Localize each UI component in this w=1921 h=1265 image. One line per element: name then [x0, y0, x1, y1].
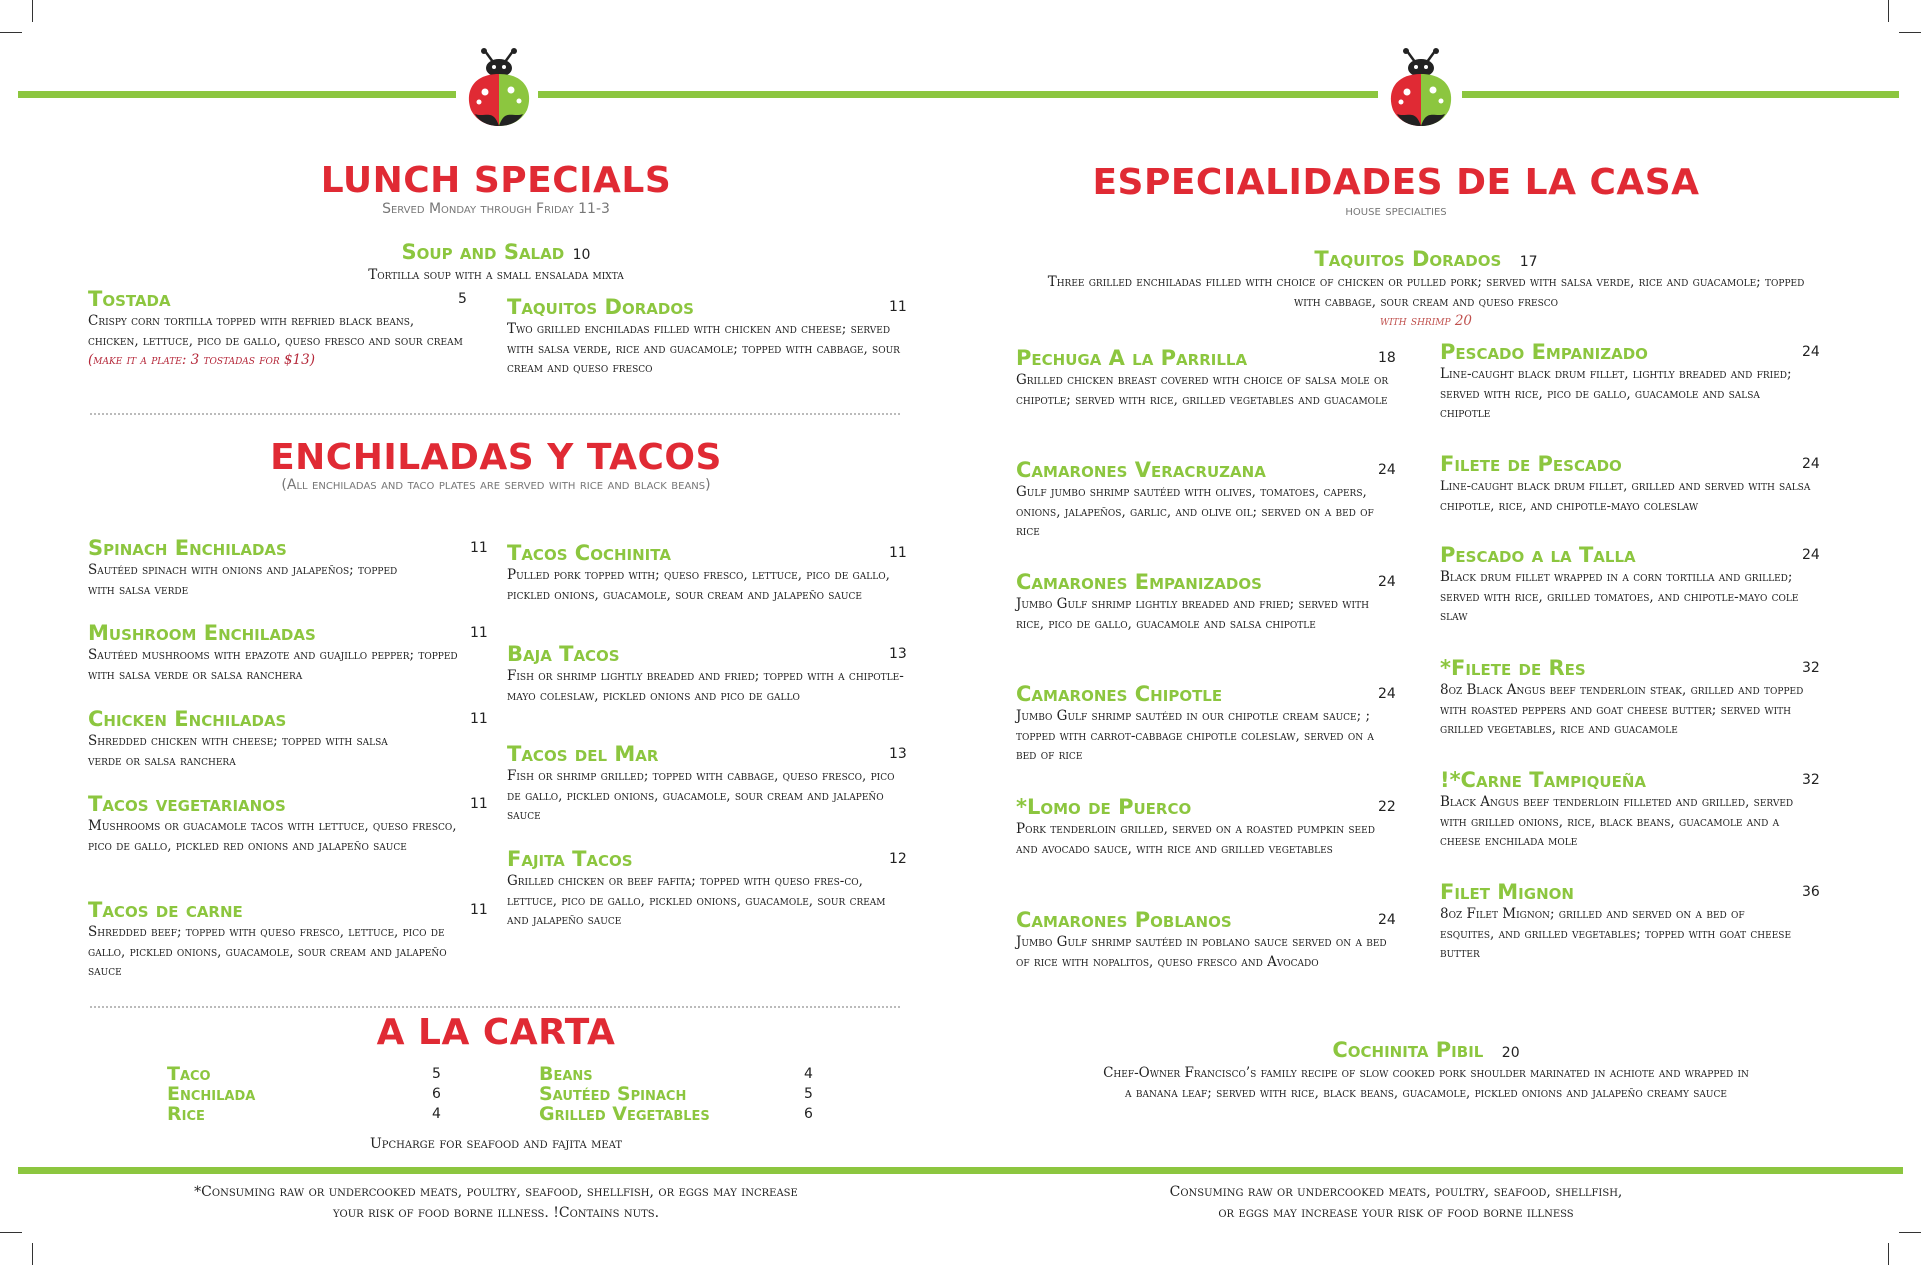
menu-item-spinach-enchiladas [88, 536, 488, 600]
carta-item [539, 1083, 814, 1105]
menu-item-baja-tacos [507, 642, 907, 706]
item-price: 22 [1378, 799, 1396, 815]
item-name: Baja Tacos [507, 642, 620, 666]
item-price: 18 [1378, 350, 1396, 366]
item-description: Crispy corn tortilla topped with refried black beans, chicken, lettuce, pico de gallo, queso fresco and sour cream [88, 313, 463, 349]
item-name: Tostada [88, 287, 171, 311]
item-name: *Lomo de Puerco [1016, 795, 1192, 819]
lunch-specials-subtitle: Served Monday through Friday 11-3 [382, 201, 610, 217]
item-description: Jumbo Gulf shrimp sautéed in our chipotle cream sauce; ; topped with carrot-cabbage chipotle coleslaw, served on a bed of rice [1016, 708, 1374, 763]
item-name: Enchilada [167, 1083, 256, 1105]
item-price: 32 [1802, 772, 1820, 788]
carta-item [167, 1063, 442, 1085]
item-description: Three grilled enchiladas filled with choice of chicken or pulled pork; served with salsa verde, rice and guacamole; topped with cabbage, sour cream and queso fresco [1047, 274, 1805, 310]
item-name: Rice [167, 1103, 205, 1125]
item-name: Taquitos Dorados [507, 295, 694, 319]
item-name: Pechuga A la Parrilla [1016, 346, 1248, 370]
item-description: Two grilled enchiladas filled with chicken and cheese; served with salsa verde, rice and guacamole; topped with cabbage, sour cream and queso fresco [507, 321, 900, 376]
menu-item-soup-and-salad [196, 240, 796, 286]
item-description: 8oz Filet Mignon; grilled and served on a bed of esquites, and grilled vegetables; topped with goat cheese butter [1440, 906, 1792, 961]
item-name: Camarones Empanizados [1016, 570, 1262, 594]
item-name: Filet Mignon [1440, 880, 1574, 904]
section-divider [90, 413, 900, 415]
item-price: 11 [889, 545, 907, 561]
item-description: Fish or shrimp lightly breaded and fried; topped with a chipotle-mayo coleslaw, pickled onions and pico de gallo [507, 668, 904, 704]
item-price: 11 [470, 796, 488, 812]
item-name: Soup and Salad [401, 240, 565, 264]
item-name: Fajita Tacos [507, 847, 633, 871]
item-price: 5 [804, 1086, 813, 1102]
section-divider [90, 1006, 900, 1008]
upcharge-note: Upcharge for seafood and fajita meat [369, 1136, 623, 1152]
menu-item-camarones-empanizados [1016, 570, 1396, 634]
item-description: Gulf jumbo shrimp sautéed with olives, tomatoes, capers, onions, jalapeños, garlic, and olive oil; served on a bed of rice [1016, 484, 1374, 539]
menu-item-tacos-cochinita [507, 541, 907, 605]
item-name: Sautéed Spinach [539, 1083, 687, 1105]
right-footnote [1046, 1182, 1746, 1224]
crop-mark [32, 1243, 33, 1265]
item-name: Spinach Enchiladas [88, 536, 287, 560]
item-description: Black drum fillet wrapped in a corn tortilla and grilled; served with rice, grilled tomatoes, and chipotle-mayo cole slaw [1440, 569, 1799, 624]
top-divider-line [538, 91, 1378, 98]
menu-item-chicken-enchiladas [88, 707, 488, 771]
item-description: 8oz Black Angus beef tenderloin steak, grilled and topped with roasted peppers and goat cheese butter; served with grilled vegetables, rice and guacamole [1440, 682, 1804, 737]
item-description: Fish or shrimp grilled; topped with cabbage, queso fresco, pico de gallo, pickled onions, guacamole, sour cream and jalapeño sauce [507, 768, 895, 823]
item-price: 11 [470, 540, 488, 556]
menu-item-filete-de-res [1440, 656, 1830, 740]
item-price: 6 [804, 1106, 813, 1122]
ladybug-icon [1383, 48, 1459, 128]
item-price: 24 [1378, 574, 1396, 590]
lunch-specials-title: LUNCH SPECIALS [320, 160, 672, 201]
item-name: Camarones Chipotle [1016, 682, 1223, 706]
item-price: 24 [1802, 456, 1820, 472]
item-price: 5 [458, 291, 467, 307]
enchiladas-tacos-subtitle: (All enchiladas and taco plates are served with rice and black beans) [281, 477, 711, 493]
item-name: !*Carne Tampiqueña [1440, 768, 1647, 792]
crop-mark [1888, 0, 1889, 22]
item-price: 6 [432, 1086, 441, 1102]
item-name: Cochinita Pibil [1332, 1038, 1484, 1062]
carta-item [539, 1103, 814, 1125]
item-description: Line-caught black drum fillet, lightly breaded and fried; served with rice, pico de gallo, guacamole and salsa chipotle [1440, 366, 1792, 421]
item-description: Pork tenderloin grilled, served on a roasted pumpkin seed and avocado sauce, with rice and grilled vegetables [1016, 821, 1375, 857]
footnote-line: your risk of food borne illness. !Contains nuts. [332, 1205, 660, 1221]
item-price: 11 [889, 299, 907, 315]
item-price: 24 [1378, 686, 1396, 702]
menu-item-tostada [88, 287, 468, 370]
top-divider-line [1462, 91, 1899, 98]
item-name: Tacos de carne [88, 898, 243, 922]
item-description: Jumbo Gulf shrimp sautéed in poblano sauce served on a bed of rice with nopalitos, queso fresco and Avocado [1016, 934, 1387, 970]
item-name: Camarones Veracruzana [1016, 458, 1266, 482]
crop-mark [32, 0, 33, 22]
item-description: Mushrooms or guacamole tacos with lettuce, queso fresco, pico de gallo, pickled red onions and jalapeño sauce [88, 818, 457, 854]
menu-item-carne-tampiquena [1440, 768, 1820, 852]
item-price: 24 [1378, 912, 1396, 928]
item-name: Tacos del Mar [507, 742, 659, 766]
a-la-carta-title: A LA CARTA [376, 1012, 616, 1053]
crop-mark [1899, 1232, 1921, 1233]
item-note: with shrimp 20 [1379, 313, 1473, 329]
menu-item-mushroom-enchiladas [88, 621, 488, 685]
menu-item-taquitos-dorados [507, 295, 907, 379]
item-name: Mushroom Enchiladas [88, 621, 316, 645]
menu-item-pescado-a-la-talla [1440, 543, 1820, 627]
especialidades-title: ESPECIALIDADES DE LA CASA [1092, 162, 1700, 203]
crop-mark [1888, 1243, 1889, 1265]
menu-item-tacos-del-mar [507, 742, 907, 826]
item-price: 36 [1802, 884, 1820, 900]
item-note: (make it a plate: 3 tostadas for $13) [88, 352, 315, 368]
item-description: Pulled pork topped with; queso fresco, lettuce, pico de gallo, pickled onions, guacamole, sour cream and jalapeño sauce [507, 567, 890, 603]
item-description: Sautéed spinach with onions and jalapeños; topped with salsa verde [88, 562, 398, 598]
item-description: Grilled chicken breast covered with choice of salsa mole or chipotle; served with rice, grilled vegetables and guacamole [1016, 372, 1389, 408]
menu-item-camarones-poblanos [1016, 908, 1396, 972]
item-price: 11 [470, 711, 488, 727]
ladybug-icon [461, 48, 537, 128]
item-price: 32 [1802, 660, 1820, 676]
menu-item-fajita-tacos [507, 847, 907, 931]
carta-item [167, 1083, 442, 1105]
item-name: Tacos vegetarianos [88, 792, 286, 816]
item-name: Camarones Poblanos [1016, 908, 1232, 932]
item-description: a banana leaf; served with rice, black beans, guacamole, pickled onions and jalapeño creamy sauce [1125, 1084, 1727, 1101]
item-price: 24 [1802, 344, 1820, 360]
item-name: Beans [539, 1063, 593, 1085]
menu-item-pescado-empanizado [1440, 340, 1820, 424]
item-price: 11 [470, 625, 488, 641]
menu-item-taquitos-dorados-house [1036, 247, 1816, 331]
footnote-line: Consuming raw or undercooked meats, poultry, seafood, shellfish, [1169, 1184, 1623, 1200]
item-description: Grilled chicken or beef fafita; topped with queso fres-co, lettuce, pico de gallo, pickled onions, guacamole, sour cream and jalapeño sauce [507, 873, 886, 928]
item-description: Line-caught black drum fillet, grilled and served with salsa chipotle, rice, and chipotle-mayo coleslaw [1440, 479, 1811, 514]
item-name: Filete de Pescado [1440, 452, 1622, 476]
item-price: 4 [804, 1066, 813, 1082]
item-price: 24 [1378, 462, 1396, 478]
item-description: Jumbo Gulf shrimp lightly breaded and fried; served with rice, pico de gallo, guacamole and salsa chipotle [1016, 596, 1369, 632]
menu-item-filet-mignon [1440, 880, 1820, 964]
carta-item [167, 1103, 442, 1125]
item-name: Chicken Enchiladas [88, 707, 287, 731]
menu-item-tacos-vegetarianos [88, 792, 488, 856]
item-price: 13 [889, 646, 907, 662]
item-description: Shredded chicken with cheese; topped with salsa verde or salsa ranchera [88, 733, 388, 769]
item-name: Taco [167, 1063, 211, 1085]
item-price: 13 [889, 746, 907, 762]
footnote-line: *Consuming raw or undercooked meats, poultry, seafood, shellfish, or eggs may increase [194, 1184, 798, 1200]
crop-mark [0, 32, 22, 33]
item-description: Shredded beef; topped with queso fresco, lettuce, pico de gallo, pickled onions, guacamole, sour cream and jalapeño sauce [88, 924, 447, 979]
menu-item-camarones-chipotle [1016, 682, 1396, 766]
item-name: *Filete de Res [1440, 656, 1586, 680]
item-price: 12 [889, 851, 907, 867]
item-price: 24 [1802, 547, 1820, 563]
crop-mark [1899, 32, 1921, 33]
item-name: Taquitos Dorados [1314, 247, 1502, 271]
menu-item-camarones-veracruzana [1016, 458, 1396, 542]
menu-item-filete-de-pescado [1440, 452, 1830, 516]
item-description: Chef-Owner Francisco’s family recipe of slow cooked pork shoulder marinated in achiote and wrapped in [1103, 1065, 1749, 1081]
item-description: Black Angus beef tenderloin filleted and grilled, served with grilled onions, rice, black beans, guacamole and a cheese enchilada mole [1440, 794, 1794, 849]
item-price: 11 [470, 902, 488, 918]
especialidades-subtitle: house specialties [1345, 203, 1447, 219]
menu-item-tacos-de-carne [88, 898, 488, 982]
footnote-line: or eggs may increase your risk of food borne illness [1218, 1205, 1574, 1221]
item-price: 17 [1519, 254, 1538, 270]
item-price: 4 [432, 1106, 441, 1122]
enchiladas-tacos-title: ENCHILADAS Y TACOS [270, 437, 722, 478]
item-price: 20 [1501, 1045, 1520, 1061]
item-description: Tortilla soup with a small ensalada mixta [368, 267, 624, 283]
bottom-divider-line [18, 1167, 1903, 1174]
top-divider-line [18, 91, 456, 98]
carta-item [539, 1063, 814, 1085]
crop-mark [0, 1232, 22, 1233]
menu-item-cochinita-pibil [1006, 1038, 1846, 1103]
item-description: Sautéed mushrooms with epazote and guajillo pepper; topped with salsa verde or salsa ranchera [88, 647, 458, 683]
menu-item-lomo-de-puerco [1016, 795, 1396, 859]
item-name: Pescado a la Talla [1440, 543, 1636, 567]
left-footnote [96, 1182, 896, 1224]
item-name: Grilled Vegetables [539, 1103, 710, 1125]
item-price: 10 [572, 247, 591, 263]
item-name: Tacos Cochinita [507, 541, 671, 565]
item-name: Pescado Empanizado [1440, 340, 1648, 364]
item-price: 5 [432, 1066, 441, 1082]
menu-item-pechuga [1016, 346, 1396, 410]
